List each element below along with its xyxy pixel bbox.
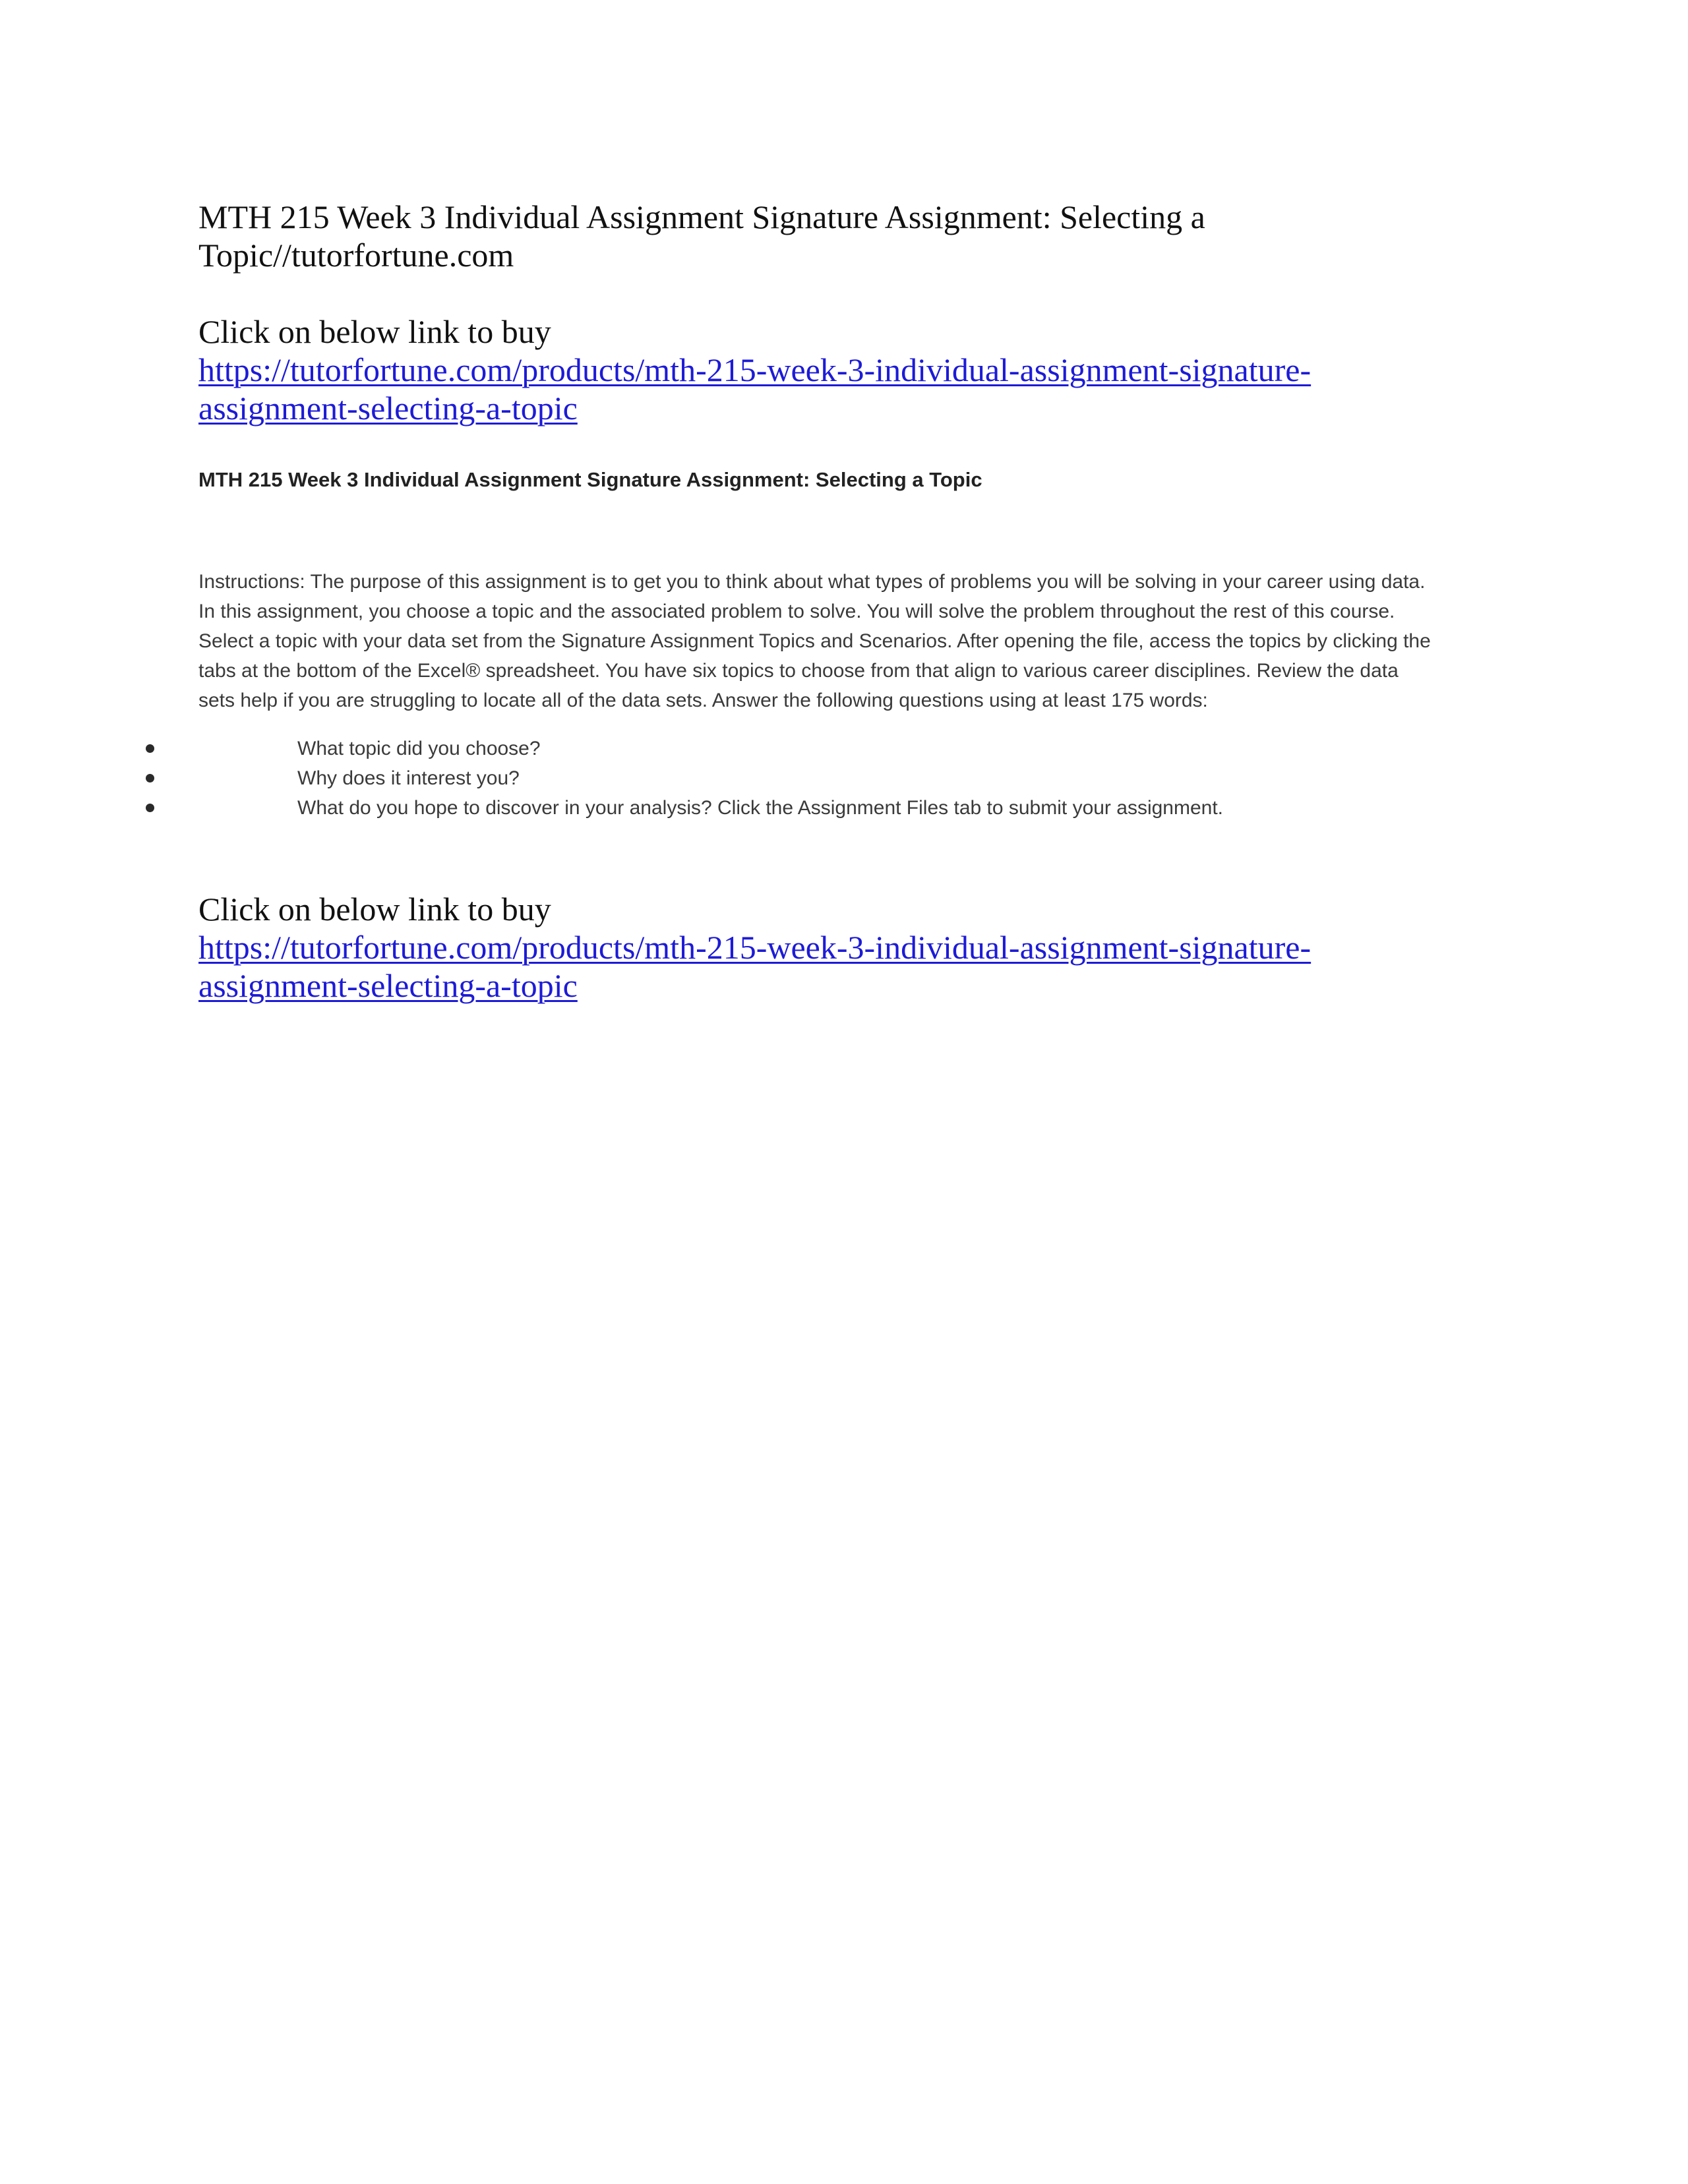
buy-prompt-bottom: Click on below link to buy [198,891,551,928]
bullet-icon [146,804,154,812]
assignment-heading: MTH 215 Week 3 Individual Assignment Signature Assignment: Selecting a Topic [198,468,982,491]
instructions-paragraph: Instructions: The purpose of this assignment is to get you to think about what types of problems you will be solving in your career using data. In this assignment, you choose a topic and the associated problem to solve. You will solve the problem throughout the rest of this course. Select a topic with your data set from the Signature Assignment Topics and Scenarios. After opening the file, access the topics by clicking the tabs at the bottom of the Excel® spreadsheet. You have six topics to choose from that align to various career disciplines. Review the data sets help if you are struggling to locate all of the data sets. Answer the following questions using at least 175 words: [198,571,1431,711]
buy-prompt-top: Click on below link to buy [198,313,551,350]
list-item [0,763,1451,793]
list-item [0,734,1451,763]
question-text: Why does it interest you? [297,767,520,789]
buy-section-bottom [198,890,1451,1005]
buy-section-top [198,312,1451,427]
bullet-icon [146,744,154,753]
buy-link-top[interactable]: https://tutorfortune.com/products/mth-215-week-3-individual-assignment-signature-assignment-selecting-a-topic [198,351,1311,427]
question-text: What topic did you choose? [297,738,541,759]
document-title: MTH 215 Week 3 Individual Assignment Signature Assignment: Selecting a Topic//tutorfortune.com [198,198,1205,274]
bullet-icon [146,774,154,782]
buy-link-bottom[interactable]: https://tutorfortune.com/products/mth-215-week-3-individual-assignment-signature-assignment-selecting-a-topic [198,929,1311,1004]
question-list [0,734,1451,823]
question-text: What do you hope to discover in your analysis? Click the Assignment Files tab to submit your assignment. [297,797,1224,819]
list-item [0,793,1451,823]
